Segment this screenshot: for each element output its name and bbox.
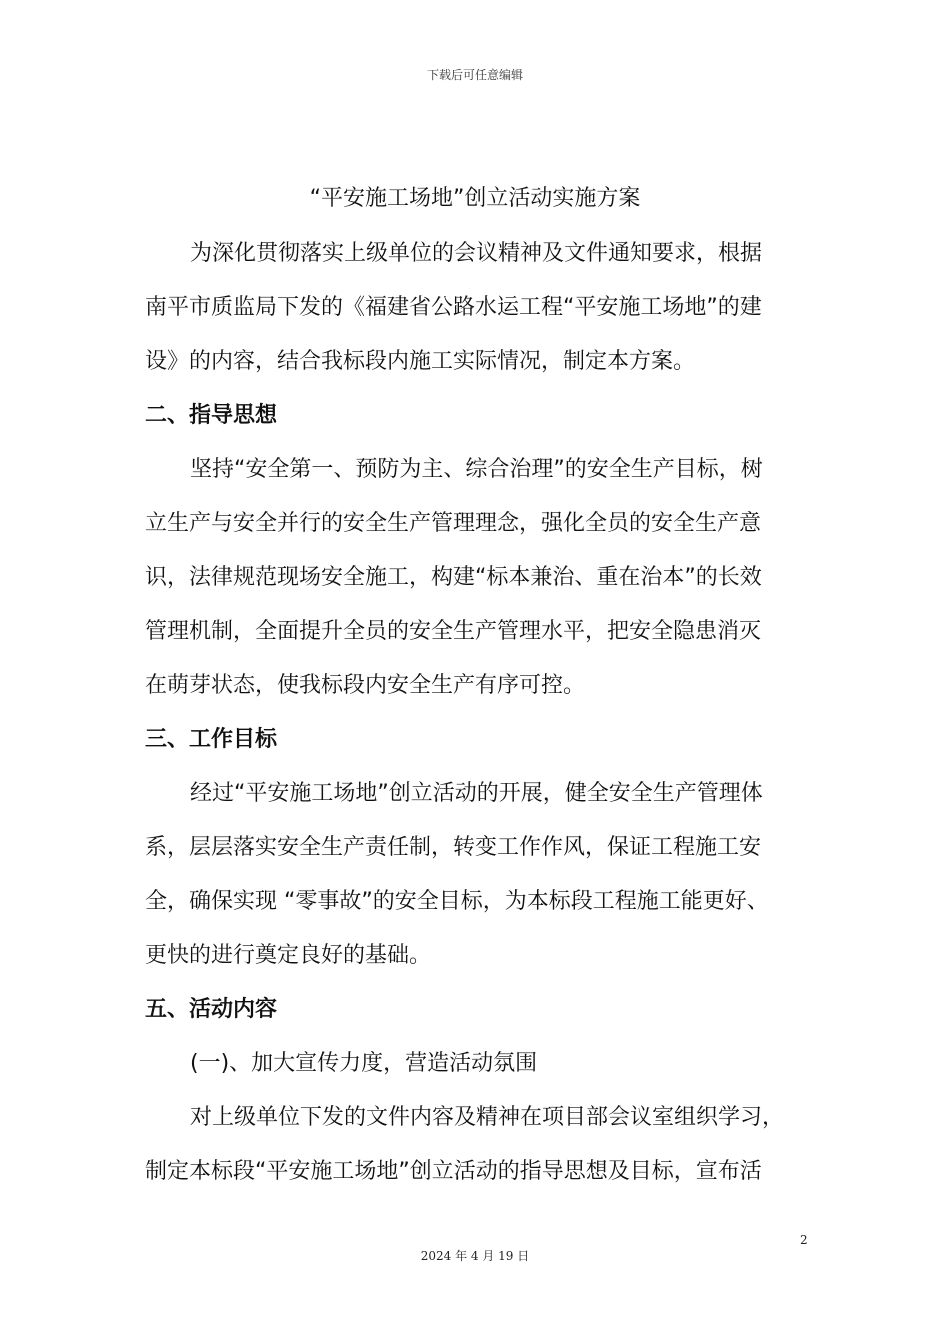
footer-date: 2024 年 4 月 19 日 — [420, 1249, 530, 1263]
section2-line: 立生产与安全并行的安全生产管理理念，强化全员的安全生产意 — [145, 511, 762, 536]
section2-line: 管理机制，全面提升全员的安全生产管理水平，把安全隐患消灭 — [145, 619, 762, 644]
section3-line: 全，确保实现 “零事故”的安全目标，为本标段工程施工能更好、 — [145, 889, 769, 914]
intro-line: 为深化贯彻落实上级单位的会议精神及文件通知要求，根据 — [190, 241, 763, 266]
section2-line: 在萌芽状态，使我标段内安全生产有序可控。 — [145, 673, 586, 698]
document-body — [145, 227, 805, 1199]
header-note: 下载后可任意编辑 — [426, 68, 523, 82]
document-title: “平安施工场地”创立活动实施方案 — [309, 186, 641, 211]
section5-line: 对上级单位下发的文件内容及精神在项目部会议室组织学习， — [190, 1105, 785, 1130]
section-heading-work-goals: 三、工作目标 — [145, 727, 278, 752]
section3-line: 系，层层落实安全生产责任制，转变工作作风，保证工程施工安 — [145, 835, 762, 860]
page-number: 2 — [800, 1233, 808, 1247]
section5-line: 制定本标段“平安施工场地”创立活动的指导思想及目标，宣布活 — [145, 1159, 762, 1184]
section-heading-guiding-ideology: 二、指导思想 — [145, 403, 278, 428]
section-heading-activity-content: 五、活动内容 — [145, 997, 278, 1022]
section5-subheading: (一)、加大宣传力度，营造活动氛围 — [190, 1051, 538, 1076]
section2-line: 坚持“安全第一、预防为主、综合治理”的安全生产目标，树 — [190, 457, 763, 482]
intro-line: 设》的内容，结合我标段内施工实际情况，制定本方案。 — [145, 349, 696, 374]
section3-line: 更快的进行奠定良好的基础。 — [145, 943, 432, 968]
section2-line: 识，法律规范现场安全施工，构建“标本兼治、重在治本”的长效 — [145, 565, 762, 590]
intro-line: 南平市质监局下发的《福建省公路水运工程“平安施工场地”的建 — [145, 295, 762, 320]
section3-line: 经过“平安施工场地”创立活动的开展，健全安全生产管理体 — [190, 781, 763, 806]
